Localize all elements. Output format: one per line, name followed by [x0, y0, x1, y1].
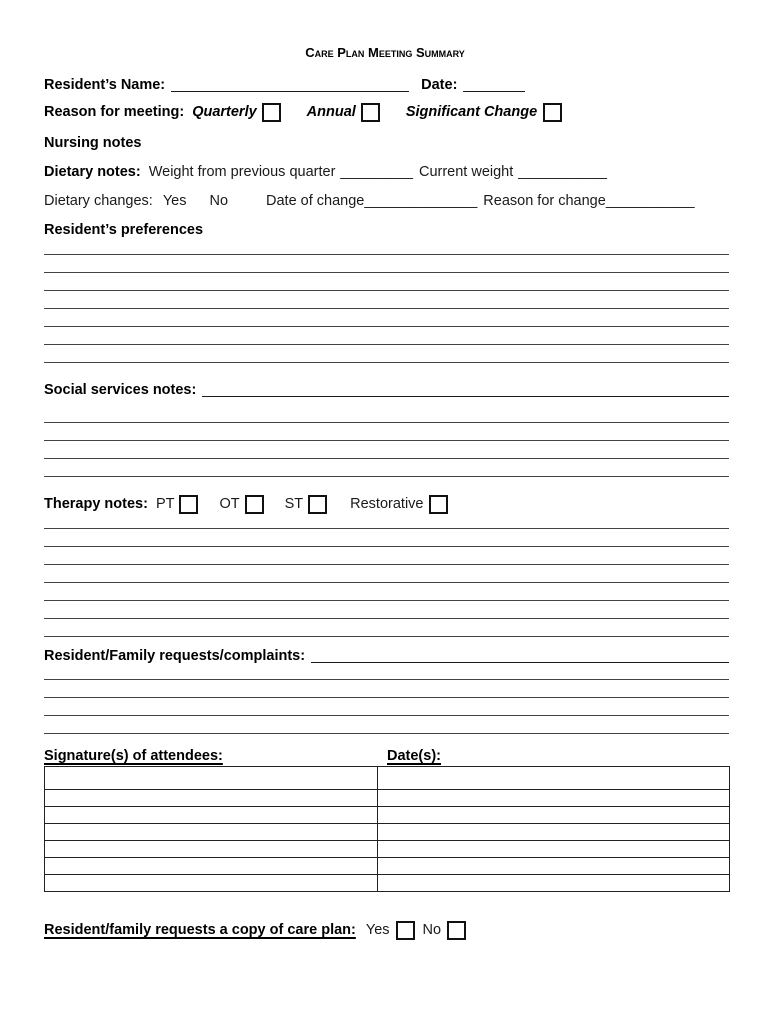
- writing-line[interactable]: [44, 564, 729, 565]
- writing-line[interactable]: [44, 476, 729, 477]
- social-services-row: [44, 382, 729, 399]
- signatures-table: [44, 766, 730, 892]
- copy-yes-label: Yes: [365, 922, 390, 939]
- attendees-signatures-label: Signature(s) of attendees:: [44, 748, 223, 764]
- requests-complaints-blank[interactable]: [311, 662, 729, 663]
- requests-complaints-label: Resident/Family requests/complaints:: [44, 648, 306, 664]
- writing-line[interactable]: [44, 344, 729, 345]
- writing-line[interactable]: [44, 600, 729, 601]
- nursing-notes-label: Nursing notes: [44, 135, 142, 151]
- signature-row: [45, 824, 730, 841]
- current-weight-blank[interactable]: ___________: [518, 164, 607, 180]
- copy-no-label: No: [422, 922, 442, 939]
- signature-header-row: [44, 748, 729, 765]
- writing-line[interactable]: [44, 272, 729, 273]
- dietary-changes-no-label[interactable]: No: [209, 193, 229, 209]
- signature-row: [45, 807, 730, 824]
- significant-change-checkbox[interactable]: [543, 103, 562, 122]
- writing-line[interactable]: [44, 636, 729, 637]
- resident-preferences-label: Resident’s preferences: [44, 222, 204, 238]
- quarterly-label: Quarterly: [192, 104, 257, 121]
- copy-of-care-plan-row: [44, 921, 729, 939]
- date-blank[interactable]: [463, 91, 525, 92]
- writing-line[interactable]: [44, 679, 729, 680]
- writing-line[interactable]: [44, 458, 729, 459]
- dietary-changes-label: Dietary changes:: [44, 193, 153, 209]
- reason-for-meeting-row: [44, 103, 729, 121]
- date-cell[interactable]: [378, 875, 730, 892]
- date-label: Date:: [421, 77, 458, 93]
- annual-label: Annual: [306, 104, 356, 121]
- writing-line[interactable]: [44, 697, 729, 698]
- st-label: ST: [284, 496, 304, 513]
- date-cell[interactable]: [378, 824, 730, 841]
- signature-row: [45, 875, 730, 892]
- signature-cell[interactable]: [45, 875, 378, 892]
- st-checkbox[interactable]: [308, 495, 327, 514]
- writing-line[interactable]: [44, 440, 729, 441]
- dates-label: Date(s):: [387, 748, 441, 764]
- date-of-change-label: Date of change: [266, 193, 365, 209]
- signature-cell[interactable]: [45, 767, 378, 790]
- pt-label: PT: [155, 496, 175, 513]
- significant-change-label: Significant Change: [405, 104, 538, 121]
- quarterly-checkbox[interactable]: [262, 103, 281, 122]
- writing-line[interactable]: [44, 715, 729, 716]
- reason-for-change-label: Reason for change: [483, 193, 606, 209]
- writing-line[interactable]: [44, 528, 729, 529]
- reason-label: Reason for meeting:: [44, 104, 185, 121]
- reason-for-change-blank[interactable]: ___________: [605, 193, 695, 209]
- writing-line[interactable]: [44, 618, 729, 619]
- copy-of-care-plan-label: Resident/family requests a copy of care plan:: [44, 922, 356, 939]
- requests-writing-lines: [44, 679, 729, 734]
- writing-line[interactable]: [44, 733, 729, 734]
- weight-previous-quarter-blank[interactable]: _________: [340, 164, 413, 180]
- current-weight-label: Current weight: [418, 164, 514, 180]
- preferences-writing-lines: [44, 254, 729, 363]
- therapy-notes-row: [44, 495, 729, 513]
- writing-line[interactable]: [44, 254, 729, 255]
- social-services-writing-lines: [44, 422, 729, 477]
- resident-name-label: Resident’s Name:: [44, 77, 166, 93]
- requests-complaints-row: [44, 648, 729, 665]
- signature-row: [45, 841, 730, 858]
- writing-line[interactable]: [44, 422, 729, 423]
- writing-line[interactable]: [44, 326, 729, 327]
- writing-line[interactable]: [44, 308, 729, 309]
- dietary-notes-label: Dietary notes:: [44, 164, 141, 180]
- restorative-label: Restorative: [350, 496, 424, 513]
- resident-preferences-row: [44, 222, 729, 239]
- date-cell[interactable]: [378, 841, 730, 858]
- date-cell[interactable]: [378, 807, 730, 824]
- signature-row: [45, 767, 730, 790]
- dietary-changes-yes-label[interactable]: Yes: [162, 193, 187, 209]
- writing-line[interactable]: [44, 582, 729, 583]
- nursing-notes-row: [44, 135, 729, 152]
- therapy-notes-label: Therapy notes:: [44, 496, 148, 513]
- writing-line[interactable]: [44, 362, 729, 363]
- copy-no-checkbox[interactable]: [447, 921, 466, 940]
- annual-checkbox[interactable]: [361, 103, 380, 122]
- date-cell[interactable]: [378, 767, 730, 790]
- writing-line[interactable]: [44, 546, 729, 547]
- signature-cell[interactable]: [45, 824, 378, 841]
- date-cell[interactable]: [378, 790, 730, 807]
- dietary-changes-row: [44, 193, 729, 210]
- page-title: Care Plan Meeting Summary: [305, 45, 465, 60]
- signature-row: [45, 790, 730, 807]
- signature-row: [45, 858, 730, 875]
- writing-line[interactable]: [44, 290, 729, 291]
- resident-name-blank[interactable]: [171, 91, 409, 92]
- social-services-blank[interactable]: [202, 396, 729, 397]
- signature-cell[interactable]: [45, 790, 378, 807]
- restorative-checkbox[interactable]: [429, 495, 448, 514]
- dietary-notes-row: [44, 164, 729, 181]
- ot-label: OT: [219, 496, 240, 513]
- signature-cell[interactable]: [45, 807, 378, 824]
- social-services-label: Social services notes:: [44, 382, 197, 398]
- date-of-change-blank[interactable]: ______________: [364, 193, 478, 209]
- signature-cell[interactable]: [45, 858, 378, 875]
- ot-checkbox[interactable]: [245, 495, 264, 514]
- resident-name-row: [44, 77, 729, 94]
- date-cell[interactable]: [378, 858, 730, 875]
- pt-checkbox[interactable]: [179, 495, 198, 514]
- weight-previous-quarter-label: Weight from previous quarter: [148, 164, 336, 180]
- signature-cell[interactable]: [45, 841, 378, 858]
- therapy-writing-lines: [44, 528, 729, 637]
- copy-yes-checkbox[interactable]: [396, 921, 415, 940]
